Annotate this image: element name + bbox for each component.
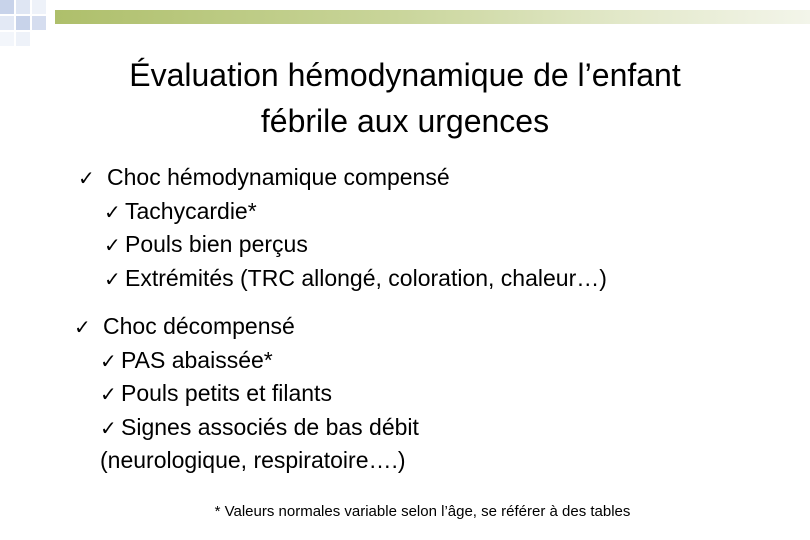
list-item-text: PAS abaissée* bbox=[121, 346, 273, 373]
list-item-text: Extrémités (TRC allongé, coloration, chaleur…) bbox=[125, 264, 607, 291]
checkmark-icon: ✓ bbox=[104, 199, 121, 224]
checkmark-icon: ✓ bbox=[100, 348, 117, 373]
decorative-square bbox=[32, 16, 46, 30]
list-item-text: Pouls petits et filants bbox=[121, 380, 332, 406]
footnote: * Valeurs normales variable selon l’âge, se référer à des tables bbox=[214, 503, 631, 520]
title-line-2: fébrile aux urgences bbox=[260, 103, 550, 139]
section-heading-row bbox=[78, 161, 778, 195]
slide-title bbox=[40, 52, 770, 144]
list-item bbox=[74, 411, 774, 445]
checkmark-icon: ✓ bbox=[100, 382, 117, 406]
decorative-square bbox=[0, 32, 14, 46]
section-heading: Choc décompensé bbox=[103, 313, 295, 339]
section-decompensated-shock bbox=[74, 310, 774, 477]
list-item-text: Pouls bien perçus bbox=[125, 231, 308, 257]
decorative-square bbox=[16, 0, 30, 14]
section-heading-row bbox=[74, 310, 774, 344]
checkmark-icon: ✓ bbox=[78, 166, 95, 190]
decorative-square bbox=[0, 0, 14, 14]
section-heading: Choc hémodynamique compensé bbox=[107, 164, 450, 190]
checkmark-icon: ✓ bbox=[100, 415, 117, 440]
title-line-1: Évaluation hémodynamique de l’enfant bbox=[129, 57, 681, 93]
list-item-text: (neurologique, respiratoire….) bbox=[100, 447, 406, 473]
decorative-square bbox=[16, 16, 30, 30]
list-item bbox=[74, 377, 774, 411]
decorative-square bbox=[0, 16, 14, 30]
decorative-square bbox=[16, 32, 30, 46]
decorative-square bbox=[32, 0, 46, 14]
list-item-text: Signes associés de bas débit bbox=[121, 413, 419, 440]
list-item-continuation bbox=[74, 444, 774, 477]
list-item bbox=[78, 195, 778, 229]
checkmark-icon: ✓ bbox=[104, 233, 121, 257]
list-item bbox=[78, 262, 778, 296]
checkmark-icon: ✓ bbox=[74, 315, 91, 339]
list-item bbox=[74, 344, 774, 378]
section-compensated-shock bbox=[78, 161, 778, 295]
checkmark-icon: ✓ bbox=[104, 266, 121, 291]
top-accent-bar bbox=[55, 10, 810, 24]
list-item bbox=[78, 228, 778, 262]
list-item-text: Tachycardie* bbox=[125, 197, 257, 224]
